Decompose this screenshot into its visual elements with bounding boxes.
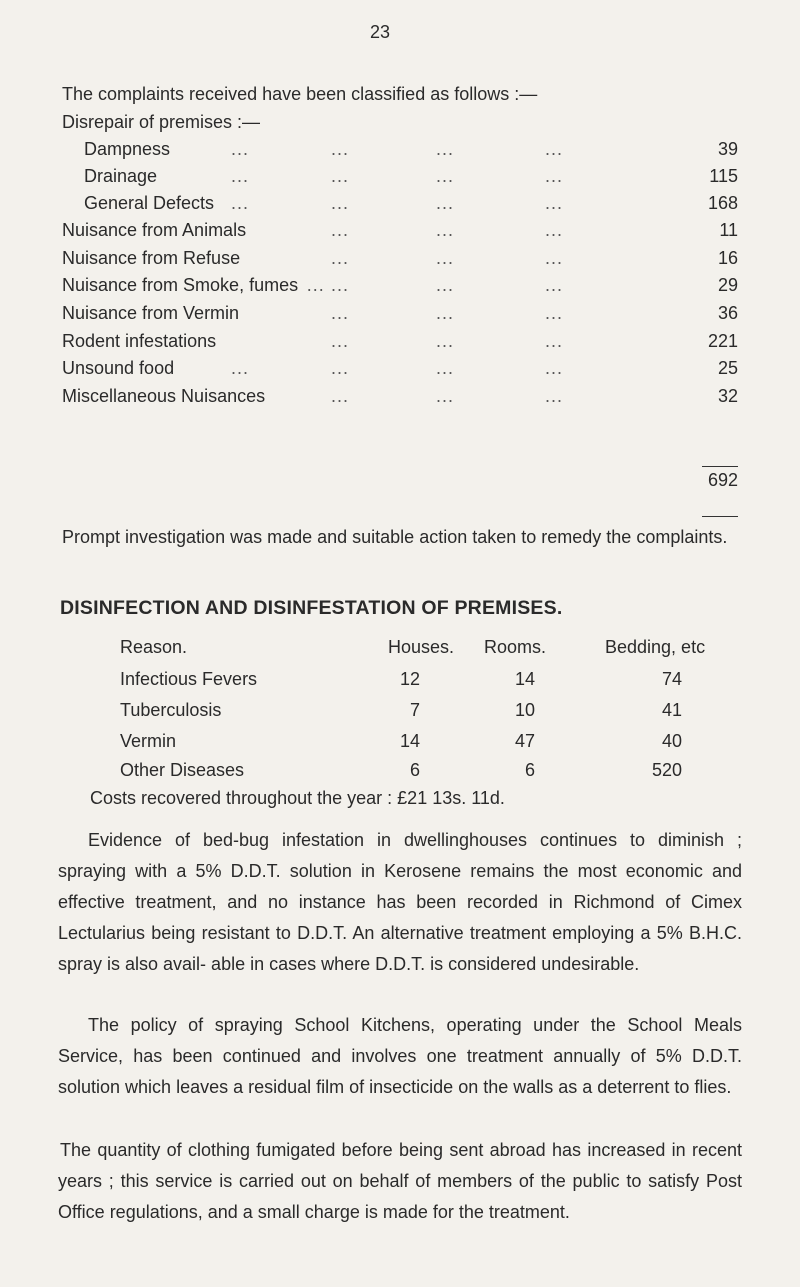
table-header-cell: Houses.	[388, 637, 455, 657]
dot-leader: ...	[331, 331, 350, 351]
paragraph-clothing: The quantity of clothing fumigated before being sent abroad has increased in recent years ; this service is carried out on behalf of members of the public to satisfy Post Office regulations, and a small charge is made for the treatment.	[58, 1140, 742, 1222]
dot-leader: ...	[331, 275, 350, 295]
complaint-value: 16	[717, 248, 738, 268]
dot-leader: ...	[231, 358, 250, 378]
dot-leader: ...	[331, 193, 350, 213]
complaint-row	[0, 248, 800, 274]
complaint-row	[0, 193, 800, 219]
costs-recovered: Costs recovered throughout the year : £21 13s. 11d.	[90, 788, 505, 808]
complaint-label: General Defects	[84, 193, 215, 213]
total-rule-top	[702, 466, 738, 467]
dot-leader: ...	[331, 139, 350, 159]
complaint-value: 36	[717, 303, 738, 323]
dot-leader: ...	[331, 166, 350, 186]
complaint-value: 221	[707, 331, 738, 351]
dot-leader: ...	[331, 248, 350, 268]
complaint-label: Unsound food	[62, 358, 175, 378]
complaint-label: Nuisance from Smoke, fumes	[62, 275, 299, 295]
complaint-row	[0, 220, 800, 246]
paragraph-school-kitchens: The policy of spraying School Kitchens, operating under the School Meals Service, has been continued and involves one treatment annually of 5% D.D.T. solution which leaves a residual film of insecticide on the walls as a deterrent to flies.	[58, 1015, 742, 1097]
complaint-value: 115	[709, 166, 738, 186]
table-cell: Vermin	[120, 731, 177, 751]
table-cell: 6	[409, 760, 420, 780]
complaint-label: Rodent infestations	[62, 331, 217, 351]
complaint-label: Nuisance from Refuse	[62, 248, 241, 268]
complaint-row	[0, 166, 800, 192]
total-value: 692	[707, 470, 738, 490]
total-rule-bottom	[702, 516, 738, 517]
table-header-cell: Reason.	[120, 637, 188, 657]
dot-leader: ...	[545, 303, 564, 323]
paragraph-bed-bug: Evidence of bed-bug infestation in dwellinghouses continues to diminish ; spraying with a 5% D.D.T. solution in Kerosene remains the most economic and effective treatment, and no instance has been recorded in Richmond of Cimex Lectularius being resistant to D.D.T. An alternative treatment employing a 5% B.H.C. spray is also avail- able in cases where D.D.T. is considered undesirable.	[58, 830, 742, 974]
dot-leader: ...	[545, 220, 564, 240]
table-header-cell: Bedding, etc	[605, 637, 706, 657]
dot-leader: ...	[331, 220, 350, 240]
dot-leader: ...	[306, 275, 325, 295]
section-label: Disrepair of premises :—	[62, 112, 261, 132]
table-header-cell: Rooms.	[484, 637, 547, 657]
table-cell: 40	[661, 731, 682, 751]
table-cell: 12	[399, 669, 420, 689]
table-cell: 520	[651, 760, 682, 780]
complaint-value: 32	[717, 386, 738, 406]
complaint-row	[0, 139, 800, 165]
table-cell: 7	[409, 700, 420, 720]
complaint-value: 11	[719, 220, 738, 240]
dot-leader: ...	[545, 275, 564, 295]
complaint-row	[0, 358, 800, 384]
complaint-value: 39	[717, 139, 738, 159]
dot-leader: ...	[545, 166, 564, 186]
dot-leader: ...	[436, 220, 455, 240]
table-cell: 74	[661, 669, 682, 689]
section-heading: DISINFECTION AND DISINFESTATION OF PREMISES.	[60, 597, 563, 619]
dot-leader: ...	[545, 331, 564, 351]
dot-leader: ...	[436, 139, 455, 159]
dot-leader: ...	[545, 139, 564, 159]
dot-leader: ...	[231, 193, 250, 213]
dot-leader: ...	[331, 303, 350, 323]
dot-leader: ...	[545, 358, 564, 378]
complaint-row	[0, 275, 800, 301]
dot-leader: ...	[436, 248, 455, 268]
table-cell: 6	[524, 760, 535, 780]
dot-leader: ...	[545, 248, 564, 268]
intro-text: The complaints received have been classified as follows :—	[62, 84, 538, 104]
complaint-label: Nuisance from Vermin	[62, 303, 240, 323]
dot-leader: ...	[331, 386, 350, 406]
table-cell: Other Diseases	[120, 760, 245, 780]
complaint-label: Dampness	[84, 139, 171, 159]
table-cell: 10	[514, 700, 535, 720]
dot-leader: ...	[545, 193, 564, 213]
table-cell: Tuberculosis	[120, 700, 222, 720]
complaint-label: Miscellaneous Nuisances	[62, 386, 266, 406]
table-cell: 14	[514, 669, 535, 689]
dot-leader: ...	[331, 358, 350, 378]
table-cell: 47	[514, 731, 535, 751]
table-cell: 14	[399, 731, 420, 751]
dot-leader: ...	[436, 193, 455, 213]
dot-leader: ...	[545, 386, 564, 406]
complaint-row	[0, 331, 800, 357]
dot-leader: ...	[436, 275, 455, 295]
dot-leader: ...	[436, 303, 455, 323]
total-row	[0, 470, 800, 496]
complaint-label: Nuisance from Animals	[62, 220, 247, 240]
complaint-value: 168	[707, 193, 738, 213]
dot-leader: ...	[436, 386, 455, 406]
dot-leader: ...	[231, 139, 250, 159]
table-cell: 41	[661, 700, 682, 720]
dot-leader: ...	[231, 166, 250, 186]
complaint-label: Drainage	[84, 166, 158, 186]
dot-leader: ...	[436, 166, 455, 186]
complaint-row	[0, 386, 800, 412]
paragraph-prompt-investigation: Prompt investigation was made and suitable action taken to remedy the complaints.	[62, 527, 728, 547]
table-cell: Infectious Fevers	[120, 669, 258, 689]
complaint-value: 29	[717, 275, 738, 295]
dot-leader: ...	[436, 358, 455, 378]
complaint-row	[0, 303, 800, 329]
dot-leader: ...	[436, 331, 455, 351]
page-number: 23	[369, 22, 391, 42]
complaint-value: 25	[717, 358, 738, 378]
